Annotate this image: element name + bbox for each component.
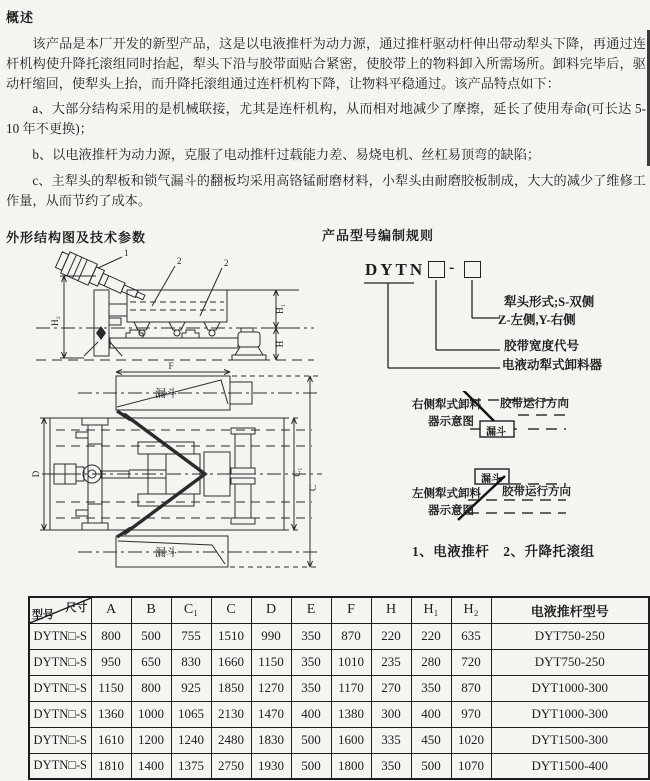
table-cell: 1830 [251,727,291,753]
svg-text:2: 2 [177,256,182,266]
right-schematic-label-line2: 器示意图 [428,416,474,428]
table-cell: 270 [371,675,411,701]
overview-paragraph-a: a、大部分结构采用的是机械联接，尤其是连杆机构，从而相对地减少了摩擦，延长了使用寿命(可长达 5-10 年不更换)； [6,101,646,137]
table-header-cell: F [331,597,371,623]
svg-text:1: 1 [124,248,129,258]
table-row [29,623,649,649]
table-cell: DYT1500-400 [491,753,649,779]
svg-text:H₁: H₁ [275,304,285,314]
model-dash: - [449,259,455,276]
table-cell: 500 [291,727,331,753]
spec-table [28,596,650,780]
table-cell: 450 [411,727,451,753]
table-header-cell: A [91,597,131,623]
table-cell: 1400 [131,753,171,779]
table-cell: 1150 [91,675,131,701]
table-row [29,675,649,701]
table-cell: 235 [371,649,411,675]
table-cell: DYTN□-S [29,623,91,649]
table-cell: 350 [291,623,331,649]
table-cell: 830 [171,649,211,675]
table-cell: 1930 [251,753,291,779]
right-belt-direction-label: 胶带运行方向 [500,398,569,410]
table-cell: 2750 [211,753,251,779]
table-cell: 1170 [331,675,371,701]
table-cell: 635 [451,623,491,649]
table-cell: 2480 [211,727,251,753]
table-cell: DYT1000-300 [491,701,649,727]
table-row [29,727,649,753]
model-prefix: DYTN [365,260,426,279]
svg-text:2: 2 [224,258,229,268]
table-cell: 870 [451,675,491,701]
svg-text:漏斗: 漏斗 [155,388,177,400]
left-schematic-label-line1: 左侧犁式卸料 [412,488,481,500]
model-head-type-box [464,261,481,278]
table-cell: 350 [411,675,451,701]
table-cell: 1200 [131,727,171,753]
table-cell: 1610 [91,727,131,753]
table-row [29,701,649,727]
table-cell: 1810 [91,753,131,779]
table-header-cell: C [211,597,251,623]
table-header-cell: E [291,597,331,623]
table-cell: 1375 [171,753,211,779]
table-header-cell: H₂ [451,597,491,623]
table-cell: 500 [131,623,171,649]
callout-product-name: 电液动犁式卸料器 [502,358,603,372]
table-cell: 1065 [171,701,211,727]
svg-text:漏斗: 漏斗 [155,547,177,559]
table-cell: DYTN□-S [29,649,91,675]
table-cell: 1660 [211,649,251,675]
svg-text:F: F [168,361,174,371]
overview-section [6,7,646,210]
support-column [84,290,127,356]
table-cell: 1600 [331,727,371,753]
table-cell: DYT1000-300 [491,675,649,701]
outline-structure-drawing [14,246,336,598]
table-cell: 650 [131,649,171,675]
table-cell: 280 [411,649,451,675]
table-cell: DYTN□-S [29,753,91,779]
corner-label-model: 型号 [32,608,54,621]
table-cell: 1270 [251,675,291,701]
table-header-cell: 电液推杆型号 [491,597,649,623]
table-cell: 970 [451,701,491,727]
table-cell: 1240 [171,727,211,753]
callout-belt-width-code: 胶带宽度代号 [504,339,580,353]
table-cell: DYTN□-S [29,675,91,701]
motor-pushrod-assembly [54,249,148,308]
table-cell: 500 [291,753,331,779]
table-cell: 1360 [91,701,131,727]
lifting-roller-housing [127,290,299,336]
table-body [29,623,649,779]
table-cell: 1380 [331,701,371,727]
table-cell: 720 [451,649,491,675]
table-corner-cell [29,597,91,623]
parts-caption: 1、电液推杆 2、升降托滚组 [412,544,595,559]
right-schematic-label-line1: 右侧犁式卸料 [412,399,481,411]
svg-text:C₁: C₁ [292,467,302,477]
table-cell: 1510 [211,623,251,649]
table-header-cell: H₁ [411,597,451,623]
table-cell: DYT750-250 [491,623,649,649]
table-cell: 2130 [211,701,251,727]
table-cell: DYTN□-S [29,727,91,753]
model-numbering-diagram [340,252,648,392]
table-header-row [29,597,649,623]
table-row [29,753,649,779]
right-plow-schematic [398,391,650,451]
table-cell: 950 [91,649,131,675]
table-cell: 350 [371,753,411,779]
left-schematic-label-line2: 器示意图 [428,505,474,517]
table-cell: 800 [91,623,131,649]
corner-label-size: 尺寸 [65,602,88,614]
table-cell: 220 [371,623,411,649]
left-hopper-label: 漏斗 [481,474,501,485]
dimension-h2 [50,276,96,358]
idler-roller-stand [232,328,266,360]
callout-plow-head-type-line2: Z-左侧,Y-右侧 [498,313,576,327]
drawing-heading: 外形结构图及技术参数 [6,230,147,245]
dimension-f [116,361,230,375]
table-cell: 1850 [211,675,251,701]
overview-paragraph: 该产品是本厂开发的新型产品，这是以电液推杆为动力源，通过推杆驱动杆伸出带动犁头下降，再通过连杆机构使升降托滚组同时抬起，犁头下沿与胶带面贴合紧密，使胶带上的物料卸入所需场所。卸料完毕后，驱动杆缩回，使犁头上抬，而升降托滚组通过连杆机构下降，让物料平稳通过。该产品特点如下： [6,36,646,91]
svg-text:D: D [31,470,41,478]
table-cell: 990 [251,623,291,649]
svg-text:H: H [275,340,285,348]
model-rule-heading: 产品型号编制规则 [322,228,435,243]
table-cell: 220 [411,623,451,649]
table-cell: 335 [371,727,411,753]
table-cell: 350 [291,649,331,675]
svg-text:H₂: H₂ [50,316,60,326]
overview-paragraph-c: c、主犁头的犁板和锁气漏斗的翻板均采用高铬锰耐磨材料，小犁头由耐磨胶板制成，大大的减少了维修工作量，从而节约了成本。 [6,172,646,208]
table-header-cell: B [131,597,171,623]
scan-artifact [647,30,650,166]
part-callouts [98,248,229,316]
table-cell: 1010 [331,649,371,675]
plan-rollers [231,428,255,524]
table-cell: 400 [411,701,451,727]
dimension-h1-h [264,290,286,360]
table-cell: 1070 [451,753,491,779]
table-header-cell: D [251,597,291,623]
left-plow-schematic [398,462,650,528]
table-cell: 500 [411,753,451,779]
table-cell: DYT750-250 [491,649,649,675]
table-header-cell: C₁ [171,597,211,623]
table-cell: DYTN□-S [29,701,91,727]
table-cell: DYT1500-300 [491,727,649,753]
right-hopper-label: 漏斗 [486,427,506,438]
overview-paragraph-b: b、以电液推杆为动力源，克服了电动推杆过载能力差、易烧电机、丝杠易顶弯的缺陷； [32,146,541,162]
dimension-c [230,376,318,567]
table-cell: 1150 [251,649,291,675]
overview-heading: 概述 [6,10,35,25]
table-cell: 755 [171,623,211,649]
table-cell: 925 [171,675,211,701]
table-row [29,649,649,675]
table-cell: 1470 [251,701,291,727]
table-header-cell: H [371,597,411,623]
table-cell: 1800 [331,753,371,779]
table-cell: 300 [371,701,411,727]
svg-text:C: C [308,484,318,492]
table-cell: 1000 [131,701,171,727]
left-belt-direction-label: 胶带运行方向 [502,486,571,498]
table-cell: 350 [291,675,331,701]
model-width-box [428,261,445,278]
table-cell: 870 [331,623,371,649]
table-cell: 1020 [451,727,491,753]
callout-plow-head-type-line1: 犁头形式;S-双侧 [504,295,595,309]
table-cell: 800 [131,675,171,701]
table-cell: 400 [291,701,331,727]
